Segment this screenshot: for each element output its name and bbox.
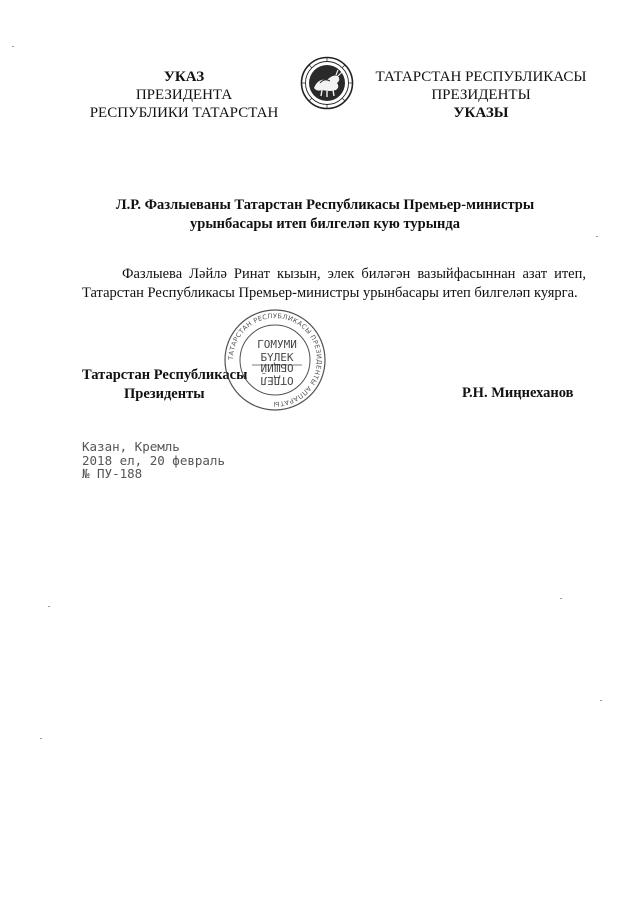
decree-title-line2: урынбасары итеп билгеләп кую турында	[190, 216, 460, 232]
header-right-title: УКАЗЫ	[453, 105, 509, 121]
date-line: 2018 ел, 20 февраль	[82, 452, 225, 468]
header-right-line2: ПРЕЗИДЕНТЫ	[431, 87, 531, 103]
seal-stamp	[206, 307, 344, 413]
decree-body: Фазлыева Ләйлә Ринат кызын, элек биләгән вазыйфасыннан азат итеп, Татарстан Республикасы Премьер-министры урынбасары итеп билгеләп куярга.	[82, 266, 586, 301]
place-line: Казан, Кремль	[82, 439, 180, 454]
scan-speck	[12, 46, 14, 47]
seal-ring-text: ТАТАРСТАН РЕСПУБЛИКАСЫ ПРЕЗИДЕНТЫ АППАРАТЫ	[226, 311, 324, 409]
header-left-line3: РЕСПУБЛИКИ ТАТАРСТАН	[89, 105, 279, 121]
seal-line-2: БҮЛЕК	[260, 351, 294, 364]
seal-line-1: ГОМУМИ	[257, 338, 297, 351]
seal-line-3: ОБЩИЙ	[260, 361, 294, 374]
scan-speck	[40, 738, 42, 739]
header-left-line2: ПРЕЗИДЕНТА	[135, 87, 233, 103]
decree-number: № ПУ-188	[82, 466, 143, 481]
header-right	[372, 68, 590, 122]
header-right-line1: ТАТАРСТАН РЕСПУБЛИКАСЫ	[375, 69, 587, 85]
scan-speck	[596, 236, 598, 237]
header-left	[84, 68, 284, 122]
scan-speck	[48, 606, 50, 607]
scan-speck	[600, 700, 602, 701]
scan-speck	[560, 598, 562, 599]
header-left-title: УКАЗ	[163, 69, 205, 85]
decree-title	[90, 196, 560, 234]
signatory-name: Р.Н. Миңнеханов	[462, 385, 574, 401]
seal-line-4: ОТДЕЛ	[260, 374, 294, 387]
coat-of-arms-icon	[300, 56, 354, 110]
signatory-title-line2: Президенты	[124, 385, 205, 402]
decree-title-line1: Л.Р. Фазлыеваны Татарстан Республикасы Премьер-министры	[115, 197, 535, 213]
signatory-title-line1: Татарстан Республикасы	[82, 367, 248, 383]
place-date-block	[82, 440, 225, 481]
